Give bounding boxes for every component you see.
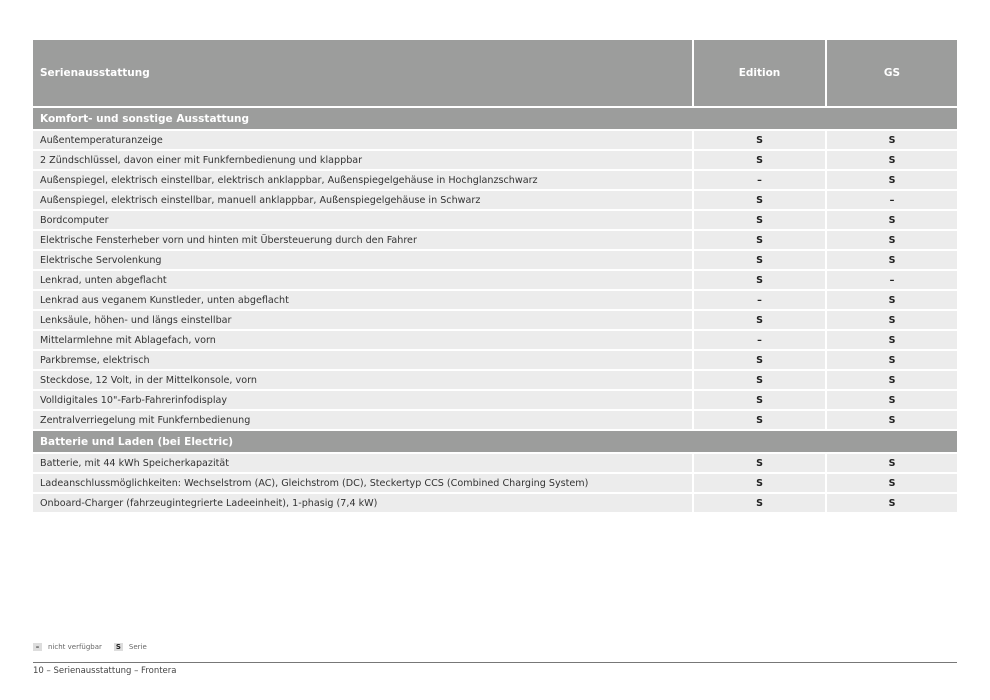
feature-label: Zentralverriegelung mit Funkfernbedienung xyxy=(33,411,692,429)
table-row xyxy=(33,211,957,229)
gs-value: S xyxy=(827,391,957,409)
edition-value: S xyxy=(694,454,825,472)
edition-value: S xyxy=(694,191,825,209)
feature-label: Mittelarmlehne mit Ablagefach, vorn xyxy=(33,331,692,349)
gs-value: – xyxy=(827,191,957,209)
feature-label: Außenspiegel, elektrisch einstellbar, manuell anklappbar, Außenspiegelgehäuse in Schwarz xyxy=(33,191,692,209)
legend-dash-label: nicht verfügbar xyxy=(48,643,102,651)
gs-value: S xyxy=(827,291,957,309)
edition-value: S xyxy=(694,151,825,169)
table-row xyxy=(33,191,957,209)
feature-label: Parkbremse, elektrisch xyxy=(33,351,692,369)
gs-value: S xyxy=(827,131,957,149)
header-gs: GS xyxy=(827,40,957,106)
feature-label: Außentemperaturanzeige xyxy=(33,131,692,149)
header-title: Serienausstattung xyxy=(33,40,692,106)
table-row xyxy=(33,151,957,169)
gs-value: S xyxy=(827,371,957,389)
table-row xyxy=(33,311,957,329)
gs-value: S xyxy=(827,251,957,269)
edition-value: S xyxy=(694,411,825,429)
table-row xyxy=(33,171,957,189)
edition-value: S xyxy=(694,494,825,512)
gs-value: S xyxy=(827,171,957,189)
edition-value: S xyxy=(694,474,825,492)
table-row xyxy=(33,411,957,429)
edition-value: S xyxy=(694,231,825,249)
table-row xyxy=(33,291,957,309)
table-row xyxy=(33,371,957,389)
gs-value: S xyxy=(827,351,957,369)
table-row xyxy=(33,474,957,492)
table-row xyxy=(33,391,957,409)
gs-value: S xyxy=(827,411,957,429)
feature-label: Volldigitales 10"-Farb-Fahrerinfodisplay xyxy=(33,391,692,409)
edition-value: S xyxy=(694,351,825,369)
table-row xyxy=(33,331,957,349)
gs-value: S xyxy=(827,151,957,169)
feature-label: Ladeanschlussmöglichkeiten: Wechselstrom (AC), Gleichstrom (DC), Steckertyp CCS (Combined Charging System) xyxy=(33,474,692,492)
edition-value: – xyxy=(694,291,825,309)
edition-value: – xyxy=(694,171,825,189)
edition-value: S xyxy=(694,311,825,329)
edition-value: S xyxy=(694,211,825,229)
feature-label: Lenkrad, unten abgeflacht xyxy=(33,271,692,289)
table-row xyxy=(33,494,957,512)
table-header xyxy=(33,40,957,106)
edition-value: S xyxy=(694,391,825,409)
footer-divider xyxy=(33,662,957,663)
feature-label: Elektrische Fensterheber vorn und hinten mit Übersteuerung durch den Fahrer xyxy=(33,231,692,249)
table-row xyxy=(33,454,957,472)
legend-s-label: Serie xyxy=(128,643,147,651)
gs-value: S xyxy=(827,311,957,329)
gs-value: S xyxy=(827,454,957,472)
table-row xyxy=(33,231,957,249)
gs-value: – xyxy=(827,271,957,289)
feature-label: Steckdose, 12 Volt, in der Mittelkonsole, vorn xyxy=(33,371,692,389)
feature-label: Elektrische Servolenkung xyxy=(33,251,692,269)
table-row xyxy=(33,131,957,149)
gs-value: S xyxy=(827,231,957,249)
edition-value: S xyxy=(694,251,825,269)
section-header: Batterie und Laden (bei Electric) xyxy=(33,431,957,452)
feature-label: Lenksäule, höhen- und längs einstellbar xyxy=(33,311,692,329)
edition-value: S xyxy=(694,371,825,389)
legend-s-symbol: S xyxy=(115,643,121,651)
feature-label: Bordcomputer xyxy=(33,211,692,229)
feature-label: Onboard-Charger (fahrzeugintegrierte Ladeeinheit), 1-phasig (7,4 kW) xyxy=(33,494,692,512)
edition-value: S xyxy=(694,271,825,289)
equipment-table xyxy=(33,40,957,514)
section-header: Komfort- und sonstige Ausstattung xyxy=(33,108,957,129)
gs-value: S xyxy=(827,331,957,349)
table-row xyxy=(33,351,957,369)
page-footer: 10 – Serienausstattung – Frontera xyxy=(33,666,177,676)
feature-label: Batterie, mit 44 kWh Speicherkapazität xyxy=(33,454,692,472)
feature-label: Außenspiegel, elektrisch einstellbar, elektrisch anklappbar, Außenspiegelgehäuse in Hochglanzschwarz xyxy=(33,171,692,189)
gs-value: S xyxy=(827,494,957,512)
edition-value: – xyxy=(694,331,825,349)
gs-value: S xyxy=(827,211,957,229)
edition-value: S xyxy=(694,131,825,149)
table-row xyxy=(33,251,957,269)
feature-label: Lenkrad aus veganem Kunstleder, unten abgeflacht xyxy=(33,291,692,309)
table-row xyxy=(33,271,957,289)
legend xyxy=(33,643,147,651)
header-edition: Edition xyxy=(694,40,825,106)
feature-label: 2 Zündschlüssel, davon einer mit Funkfernbedienung und klappbar xyxy=(33,151,692,169)
legend-dash-symbol: – xyxy=(33,643,42,651)
gs-value: S xyxy=(827,474,957,492)
